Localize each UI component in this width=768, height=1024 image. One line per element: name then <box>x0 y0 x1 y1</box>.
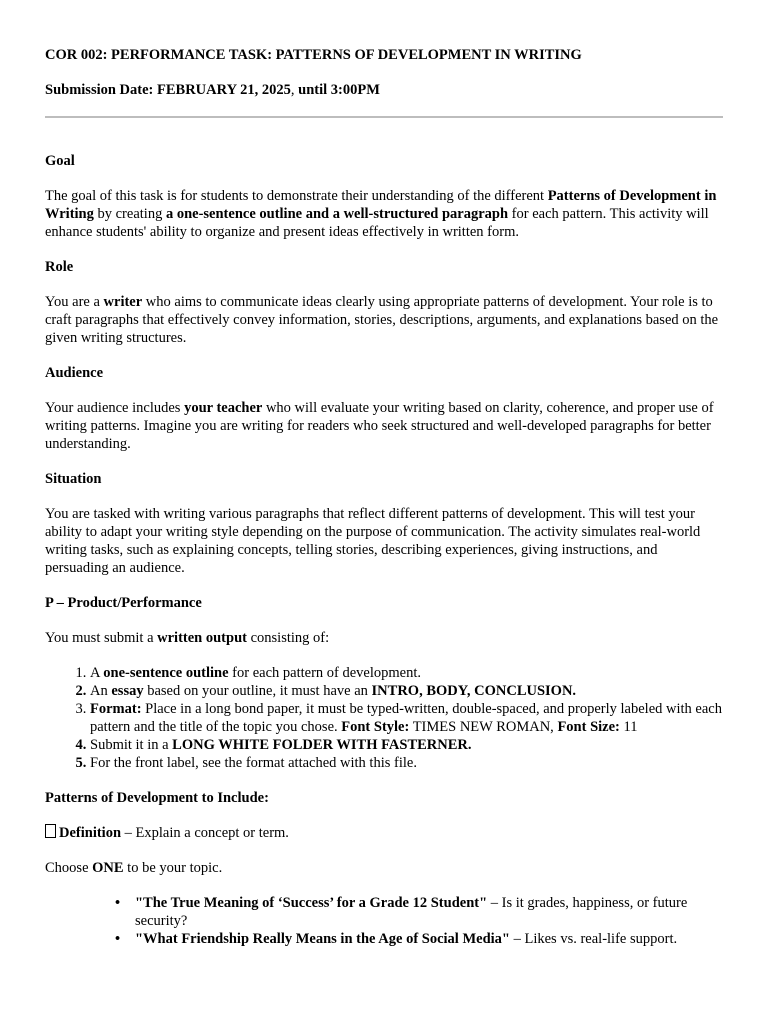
audience-heading: Audience <box>45 365 103 381</box>
list-item: 3. Format: Place in a long bond paper, it must be typed-written, double-spaced, and properly labeled with each pattern and the title of the topic you chose. Font Style: TIMES NEW ROMAN, Font Size: 11 <box>90 700 723 736</box>
list-item: 1. A one-sentence outline for each pattern of development. <box>90 664 723 682</box>
product-intro: You must submit a written output consisting of: <box>45 630 330 646</box>
role-paragraph: You are a writer who aims to communicate ideas clearly using appropriate patterns of development. Your role is to craft paragraphs that effectively convey information, stories, descriptions, arguments, and explanations based on the given writing structures. <box>45 294 719 346</box>
situation-heading: Situation <box>45 471 102 487</box>
role-heading: Role <box>45 259 74 275</box>
submission-date: Submission Date: FEBRUARY 21, 2025, until 3:00PM <box>45 82 380 98</box>
goal-heading: Goal <box>45 153 75 169</box>
list-item: • "What Friendship Really Means in the Age of Social Media" – Likes vs. real-life support. <box>115 931 678 947</box>
audience-paragraph: Your audience includes your teacher who will evaluate your writing based on clarity, coherence, and proper use of writing patterns. Imagine you are writing for readers who seek structured and well-developed paragraphs for better understanding. <box>45 400 714 452</box>
list-item: 5. For the front label, see the format attached with this file. <box>90 754 723 772</box>
document-title: COR 002: PERFORMANCE TASK: PATTERNS OF DEVELOPMENT IN WRITING <box>45 47 582 63</box>
checkbox-icon <box>45 824 56 838</box>
list-item: 2. An essay based on your outline, it must have an INTRO, BODY, CONCLUSION. <box>90 682 723 700</box>
choose-line: Choose ONE to be your topic. <box>45 860 223 876</box>
topic-list <box>45 894 723 948</box>
goal-paragraph: The goal of this task is for students to demonstrate their understanding of the different Patterns of Development in Writing by creating a one-sentence outline and a well-structured paragraph for each pattern. This activity will enhance students' ability to organize and present ideas effectively in written form. <box>45 188 717 240</box>
product-heading: P – Product/Performance <box>45 595 202 611</box>
list-item: • "The True Meaning of ‘Success’ for a Grade 12 Student" – Is it grades, happiness, or future security? <box>115 895 688 929</box>
situation-paragraph: You are tasked with writing various paragraphs that reflect different patterns of development. This will test your ability to adapt your writing style depending on the purpose of communication. The activity simulates real-world writing tasks, such as explaining concepts, telling stories, describing experiences, giving instructions, and persuading an audience. <box>45 506 701 576</box>
product-list <box>45 664 723 772</box>
bullet-icon: • <box>115 895 121 911</box>
definition-line: Definition – Explain a concept or term. <box>45 824 723 842</box>
patterns-heading: Patterns of Development to Include: <box>45 790 269 806</box>
list-item: 4. Submit it in a LONG WHITE FOLDER WITH FASTERNER. <box>90 736 723 754</box>
bullet-icon: • <box>115 931 121 947</box>
